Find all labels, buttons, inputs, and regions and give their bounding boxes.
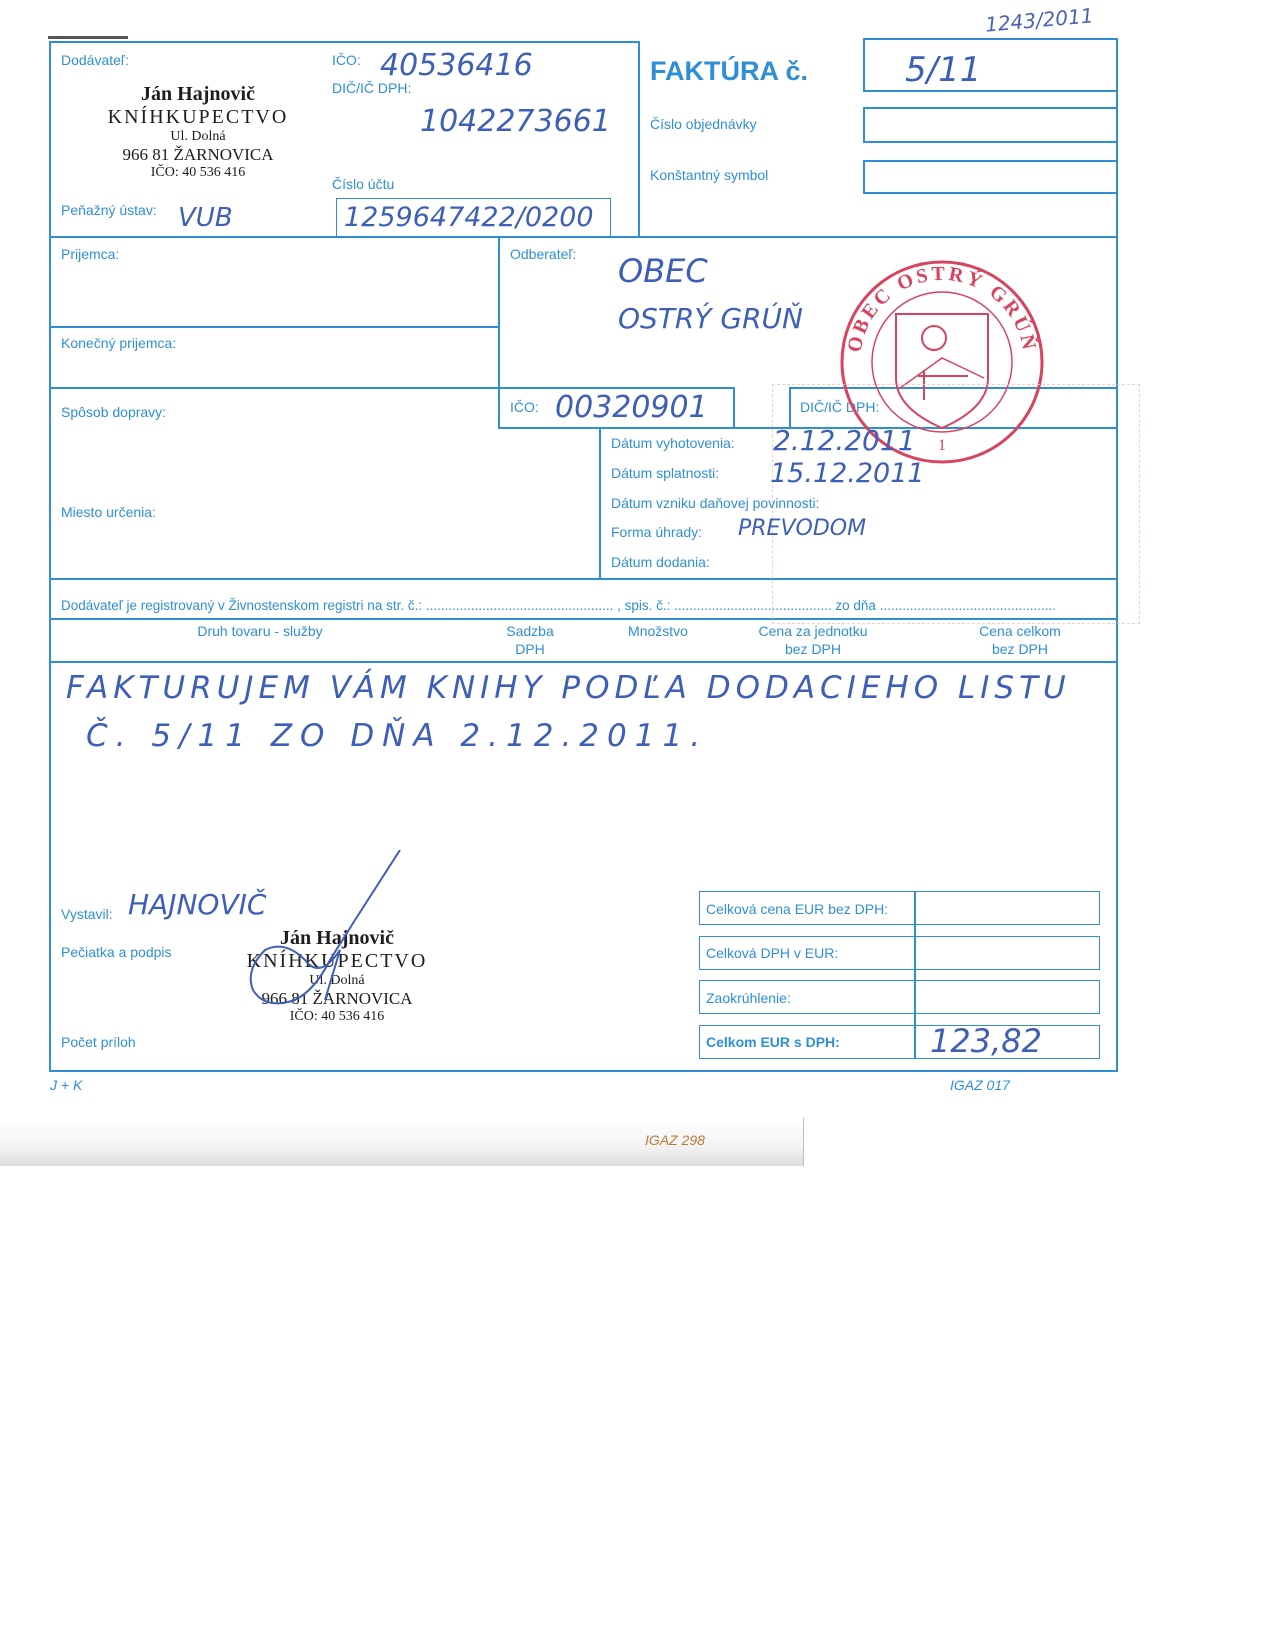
stamp-signature-label: Pečiatka a podpis	[61, 944, 172, 960]
line-after-prijemca	[49, 326, 500, 328]
supplier-account-value: 1259647422/0200	[344, 202, 594, 233]
footer-stamp-name: Ján Hajnovič	[280, 927, 394, 949]
supplier-dic-label: DIČ/IČ DPH:	[332, 80, 412, 96]
invoice-title: FAKTÚRA č.	[650, 56, 809, 86]
supplier-dic-value: 1042273661	[420, 104, 611, 139]
registry-line: Dodávateľ je registrovaný v Živnostenskom registri na str. č.: .................................................. , spis. č.: .......................................... zo dňa ...............................................	[61, 598, 1056, 613]
supplier-stamp-ico: IČO: 40 536 416	[150, 164, 246, 180]
payment-form-value: PREVODOM	[738, 516, 867, 541]
left-form-code: J + K	[50, 1077, 83, 1093]
frame-left	[49, 41, 51, 1072]
recipient-label: Prijemca:	[61, 246, 120, 262]
customer-dic-label: DIČ/IČ DPH:	[800, 399, 880, 415]
col-vat-rate-l2: DPH	[515, 641, 545, 657]
col-quantity: Množstvo	[628, 623, 688, 639]
order-field-bottom	[863, 141, 1118, 143]
dates-divider	[599, 427, 601, 579]
supplier-bank-value: VUB	[178, 203, 233, 233]
strip-code: IGAZ 298	[645, 1132, 705, 1148]
customer-ico-right	[733, 387, 735, 429]
order-number-field	[868, 112, 1108, 136]
supplier-stamp-street: Ul. Dolná	[170, 129, 226, 144]
line-after-konecny	[49, 387, 500, 389]
supplier-label: Dodávateľ:	[61, 52, 129, 68]
frame-bottom	[49, 1070, 1118, 1072]
col-total-price-l2: bez DPH	[991, 641, 1049, 657]
tax-date-label: Dátum vzniku daňovej povinnosti:	[611, 495, 820, 511]
stamp-number: 1	[938, 437, 946, 454]
const-field-left	[863, 160, 865, 194]
supplier-ico-label: IČO:	[332, 52, 361, 68]
col-unit-price-l1: Cena za jednotku	[758, 623, 868, 639]
stamp-arc-text: OBEC OSTRÝ GRÚŇ	[843, 262, 1041, 355]
col-vat-rate-l1: Sadzba	[506, 623, 554, 639]
frame-top-left	[49, 41, 640, 43]
customer-name-line1: OBEC	[618, 252, 708, 290]
footer-stamp-city: 966 81 ŽARNOVICA	[261, 989, 413, 1009]
order-field-left	[863, 107, 865, 143]
issued-by-value: HAJNOVIČ	[128, 888, 267, 921]
total-net-label: Celková cena EUR bez DPH:	[706, 901, 889, 917]
faint-stamp-remnant	[772, 384, 1140, 624]
invno-top	[863, 38, 1118, 40]
top-vertical-divider	[638, 41, 640, 237]
supplier-stamp-city: 966 81 ŽARNOVICA	[122, 145, 274, 165]
supplier-account-label: Číslo účtu	[332, 176, 395, 192]
col-vat-rate	[480, 623, 580, 657]
invno-bottom	[863, 90, 1118, 92]
customer-label: Odberateľ:	[510, 246, 577, 262]
top-mark	[48, 36, 128, 39]
issue-date-value: 2.12.2011	[773, 424, 916, 457]
invno-left	[863, 38, 865, 92]
right-form-code: IGAZ 017	[950, 1077, 1010, 1093]
delivery-date-label: Dátum dodania:	[611, 554, 710, 570]
svg-text:OBEC OSTRÝ GRÚŇ	[843, 263, 1042, 354]
col-unit-price	[738, 623, 888, 657]
customer-ico-label: IČO:	[510, 399, 539, 415]
grand-total-label: Celkom EUR s DPH:	[706, 1034, 840, 1050]
const-field-top	[863, 160, 1118, 162]
issued-by-label: Vystavil:	[61, 906, 113, 922]
footer-stamp-street: Ul. Dolná	[309, 973, 365, 988]
order-number-label: Číslo objednávky	[650, 116, 757, 132]
grand-total-value: 123,82	[930, 1022, 1042, 1060]
order-field-top	[863, 107, 1118, 109]
signature	[235, 850, 415, 1020]
customer-ico-value: 00320901	[555, 390, 708, 425]
item-text-line1: FAKTURUJEM VÁM KNIHY PODĽA DODACIEHO LISTU	[66, 670, 1071, 706]
invoice-number: 5/11	[905, 50, 982, 90]
transport-label: Spôsob dopravy:	[61, 404, 167, 420]
issue-date-label: Dátum vyhotovenia:	[611, 435, 735, 451]
footer-stamp-shop: KNÍHKUPECTVO	[246, 950, 428, 972]
supplier-bank-label: Peňažný ústav:	[61, 202, 157, 218]
total-vat-label: Celková DPH v EUR:	[706, 945, 839, 961]
attachments-label: Počet príloh	[61, 1034, 136, 1050]
const-symbol-field	[868, 165, 1108, 189]
final-recipient-label: Konečný prijemca:	[61, 335, 177, 351]
due-date-value: 15.12.2011	[770, 458, 925, 489]
item-text-line2: Č. 5/11 ZO DŇA 2.12.2011.	[86, 718, 709, 754]
supplier-ico-value: 40536416	[380, 48, 533, 83]
customer-ico-top	[498, 387, 734, 389]
corner-note: 1243/2011	[984, 3, 1095, 37]
table-header-bottom	[49, 661, 1118, 663]
supplier-stamp-shop: KNÍHKUPECTVO	[107, 106, 289, 128]
col-total-price	[945, 623, 1095, 657]
due-date-label: Dátum splatnosti:	[611, 465, 720, 481]
col-total-price-l1: Cena celkom	[979, 623, 1061, 639]
col-unit-price-l2: bez DPH	[784, 641, 842, 657]
supplier-stamp-name: Ján Hajnovič	[141, 83, 255, 105]
const-symbol-label: Konštantný symbol	[650, 167, 769, 183]
supplier-stamp	[88, 83, 308, 181]
col-goods: Druh tovaru - služby	[197, 623, 323, 639]
const-field-bottom	[863, 192, 1118, 194]
rounding-label: Zaokrúhlenie:	[706, 990, 791, 1006]
line-after-header	[49, 236, 1118, 238]
payment-form-label: Forma úhrady:	[611, 524, 703, 540]
totals-col-divider	[914, 891, 916, 1059]
customer-name-line2: OSTRÝ GRÚŇ	[618, 302, 803, 335]
recipient-customer-divider	[498, 236, 500, 429]
destination-label: Miesto určenia:	[61, 504, 156, 520]
footer-stamp-ico: IČO: 40 536 416	[289, 1008, 385, 1024]
